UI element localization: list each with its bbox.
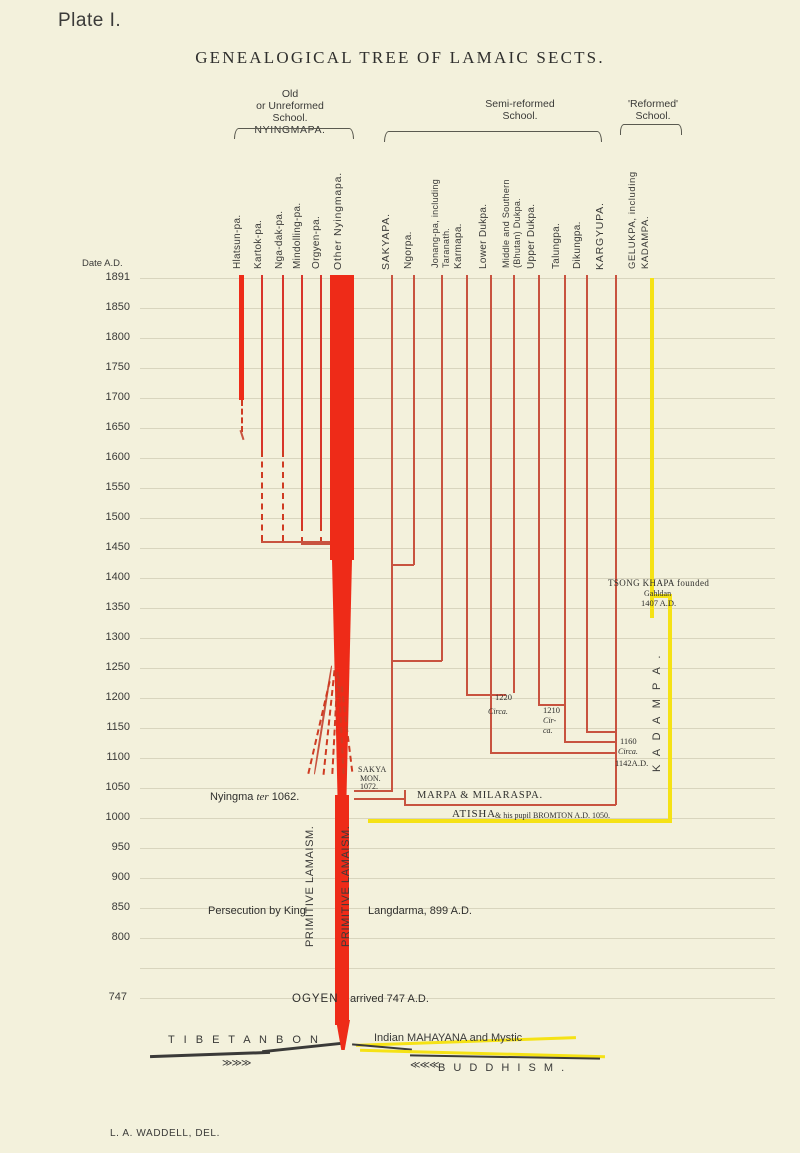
- column-label-other-nyingmapa: Other Nyingmapa.: [332, 171, 344, 270]
- annotation-tibetan-bon: T I B E T A N B O N: [168, 1034, 321, 1046]
- annotation-atisha-2: & his pupil BROMTON A.D. 1050.: [495, 811, 610, 820]
- annotation-marpa: MARPA & MILARASPA.: [417, 790, 543, 801]
- gridline: [140, 278, 775, 279]
- column-label-jonangpa: Jonang-pa, including: [430, 178, 440, 268]
- branch-kartok: [261, 275, 263, 451]
- branch-hlatsun-dashed: [241, 400, 243, 432]
- axis-tick: 1800: [105, 331, 130, 343]
- column-label-kadampa-head: KADAMPA.: [640, 215, 651, 269]
- group-heading-semi-l2: School.: [502, 110, 538, 122]
- branch-sakyapa: [391, 275, 393, 760]
- branch-kargyupa: [615, 275, 617, 805]
- group-heading-reformed-l1: 'Reformed': [627, 98, 679, 110]
- column-label-upper-dukpa: Upper Dukpa.: [526, 203, 537, 269]
- column-label-sakyapa: SAKYAPA.: [380, 213, 392, 270]
- axis-tick: 1500: [105, 511, 130, 523]
- branch-ngorpa-join: [391, 564, 414, 566]
- root-red-tip: [336, 1020, 350, 1050]
- branch-join-1450: [301, 543, 331, 545]
- column-label-mindolling: Mindolling-pa.: [292, 202, 303, 269]
- annotation-gahldan: Gahldan: [644, 589, 672, 598]
- axis-tick: 1000: [105, 811, 130, 823]
- column-label-dikungpa: Dikungpa.: [572, 221, 583, 269]
- axis-tick: 1300: [105, 631, 130, 643]
- axis-title: Date A.D.: [82, 258, 123, 269]
- gridline: [140, 398, 775, 399]
- branch-talungpa-join: [564, 741, 616, 743]
- group-heading-reformed-l2: School.: [635, 110, 671, 122]
- axis-tick: 1700: [105, 391, 130, 403]
- annotation-tsong-khapa: TSONG KHAPA founded: [608, 578, 710, 588]
- annotation-circa-1210: Cir-: [543, 716, 557, 725]
- page-title: GENEALOGICAL TREE OF LAMAIC SECTS.: [195, 48, 605, 67]
- axis-tick: 747: [108, 991, 127, 1003]
- group-heading-old-l3: School.: [272, 112, 308, 124]
- annotation-ogyen: OGYEN: [292, 993, 339, 1005]
- gridline: [140, 488, 775, 489]
- column-label-orgyen: Orgyen-pa.: [311, 215, 322, 269]
- group-heading-reformed: [598, 98, 708, 122]
- column-label-kargyupa: KARGYUPA.: [594, 202, 606, 270]
- gridline: [140, 848, 775, 849]
- branch-orgyen: [320, 275, 322, 525]
- branch-dikungpa-join: [586, 731, 616, 733]
- branch-marpa-line: [404, 804, 616, 806]
- annotation-sakya-mon: SAKYA: [358, 765, 387, 774]
- annotation-primitive-1: PRIMITIVE LAMAISM.: [304, 825, 316, 947]
- axis-tick: 800: [111, 931, 130, 943]
- arrow-left-icon: ≫≫≫: [222, 1058, 251, 1069]
- branch-upper-dukpa: [538, 275, 540, 705]
- group-heading-semi-l1: Semi-reformed: [485, 98, 555, 110]
- branch-mindolling: [301, 275, 303, 525]
- column-label-lower-dukpa: Lower Dukpa.: [478, 203, 489, 269]
- annotation-buddhism: B U D D H I S M .: [438, 1062, 567, 1074]
- branch-jonangpa: [441, 275, 443, 661]
- brace-old: [234, 128, 354, 139]
- annotation-circa-1220: Circa.: [488, 707, 508, 716]
- axis-tick: 1250: [105, 661, 130, 673]
- column-label-bhutan-dukpa: (Bhutan) Dukpa.: [512, 197, 522, 268]
- gridline: [140, 938, 775, 939]
- gridline: [140, 338, 775, 339]
- group-heading-semi: [440, 98, 600, 122]
- annotation-persecution: Persecution by King: [208, 905, 306, 917]
- branch-ngadak: [282, 275, 284, 451]
- branch-middle-dukpa: [513, 275, 515, 693]
- axis-tick: 1400: [105, 571, 130, 583]
- annotation-nyingma-ter: Nyingma ter 1062.: [210, 791, 300, 803]
- branch-gelukpa: [650, 278, 654, 618]
- gridline: [140, 428, 775, 429]
- column-label-middle-dukpa: Middle and Southern: [501, 179, 511, 268]
- group-heading-old-l2: or Unreformed: [256, 100, 324, 112]
- column-label-karmapa: Karmapa.: [453, 223, 464, 269]
- annotation-sakya-mon-3: 1072.: [360, 782, 378, 791]
- axis-tick: 1450: [105, 541, 130, 553]
- axis-tick: 1200: [105, 691, 130, 703]
- gridline: [140, 698, 775, 699]
- axis-tick: 1100: [106, 751, 130, 763]
- annotation-kadampa: K A D A M P A .: [651, 652, 663, 772]
- column-label-gelukpa: GELUKPA, including: [627, 171, 638, 269]
- axis-tick: 1050: [105, 781, 130, 793]
- axis-tick: 900: [111, 871, 130, 883]
- branch-gelukpa-kadampa: [668, 595, 672, 823]
- gridline: [140, 308, 775, 309]
- axis-tick: 1850: [105, 301, 130, 313]
- branch-lower-dukpa: [490, 275, 492, 753]
- branch-ngadak-dashed: [282, 451, 284, 541]
- gridline: [140, 608, 775, 609]
- column-label-kartok: Kartok-pa.: [253, 219, 264, 269]
- annotation-1210: 1210: [543, 705, 560, 715]
- plate-label: Plate I.: [58, 10, 122, 31]
- annotation-circa-1210b: ca.: [543, 726, 553, 735]
- column-label-taranath: Taranath.: [441, 227, 451, 268]
- axis-tick: 850: [111, 901, 130, 913]
- column-label-talungpa: Talungpa.: [551, 222, 562, 269]
- annotation-langdarma: Langdarma, 899 A.D.: [368, 905, 472, 917]
- gridline: [140, 548, 775, 549]
- branch-karmapa: [466, 275, 468, 695]
- gridline: [140, 728, 775, 729]
- credit-line: L. A. WADDELL, DEL.: [110, 1128, 220, 1139]
- gridline: [140, 458, 775, 459]
- annotation-sakya-mon-2: MON.: [360, 774, 381, 783]
- branch-lower-dukpa-join: [490, 752, 616, 754]
- bon-root-line: [150, 1051, 270, 1058]
- arrow-right-icon: ≪≪≪: [410, 1060, 439, 1071]
- column-label-hlatsun: Hlatsun-pa.: [232, 214, 243, 269]
- gridline: [140, 788, 775, 789]
- branch-marpa-trunk-join: [354, 798, 406, 800]
- group-heading-old-l4: NYINGMAPA.: [254, 124, 326, 136]
- gridline: [140, 368, 775, 369]
- group-heading-old-l1: Old: [281, 88, 299, 100]
- annotation-circa-1160: Circa.: [618, 747, 638, 756]
- annotation-1220: 1220: [495, 692, 512, 702]
- column-label-ngadak: Nga-dak-pa.: [274, 210, 285, 269]
- axis-tick: 1550: [105, 481, 130, 493]
- axis-tick: 1350: [105, 601, 130, 613]
- branch-sakyapa-stub: [391, 758, 393, 792]
- annotation-tsong-date: 1407 A.D.: [641, 598, 677, 608]
- annotation-ogyen-2: arrived 747 A.D.: [350, 993, 429, 1005]
- column-label-ngorpa: Ngorpa.: [403, 231, 414, 269]
- gridline: [140, 968, 775, 969]
- axis-tick: 1891: [105, 271, 130, 283]
- branch-hlatsun-curve: [240, 430, 245, 440]
- trunk-other-nyingmapa: [330, 275, 354, 560]
- annotation-1142: 1142A.D.: [615, 758, 649, 768]
- gridline: [140, 758, 775, 759]
- branch-jonangpa-join: [391, 660, 442, 662]
- brace-semi: [384, 131, 602, 142]
- annotation-1160: 1160: [620, 736, 637, 746]
- brace-reformed: [620, 124, 682, 135]
- annotation-mahayana: Indian MAHAYANA and Mystic: [374, 1032, 523, 1044]
- branch-kartok-dashed: [261, 451, 263, 541]
- axis-tick: 1750: [105, 361, 130, 373]
- axis-tick: 1600: [105, 451, 130, 463]
- branch-hlatsun: [239, 275, 244, 400]
- gridline: [140, 518, 775, 519]
- axis-tick: 1150: [106, 721, 130, 733]
- annotation-primitive-2: PRIMITIVE LAMAISM.: [340, 825, 352, 947]
- axis-tick: 1650: [105, 421, 130, 433]
- axis-tick: 950: [111, 841, 130, 853]
- gridline: [140, 638, 775, 639]
- branch-ngorpa: [413, 275, 415, 565]
- gridline: [140, 668, 775, 669]
- annotation-atisha: ATISHA: [452, 808, 496, 820]
- gridline: [140, 998, 775, 999]
- gridline: [140, 878, 775, 879]
- branch-talungpa: [564, 275, 566, 742]
- branch-dikungpa: [586, 275, 588, 732]
